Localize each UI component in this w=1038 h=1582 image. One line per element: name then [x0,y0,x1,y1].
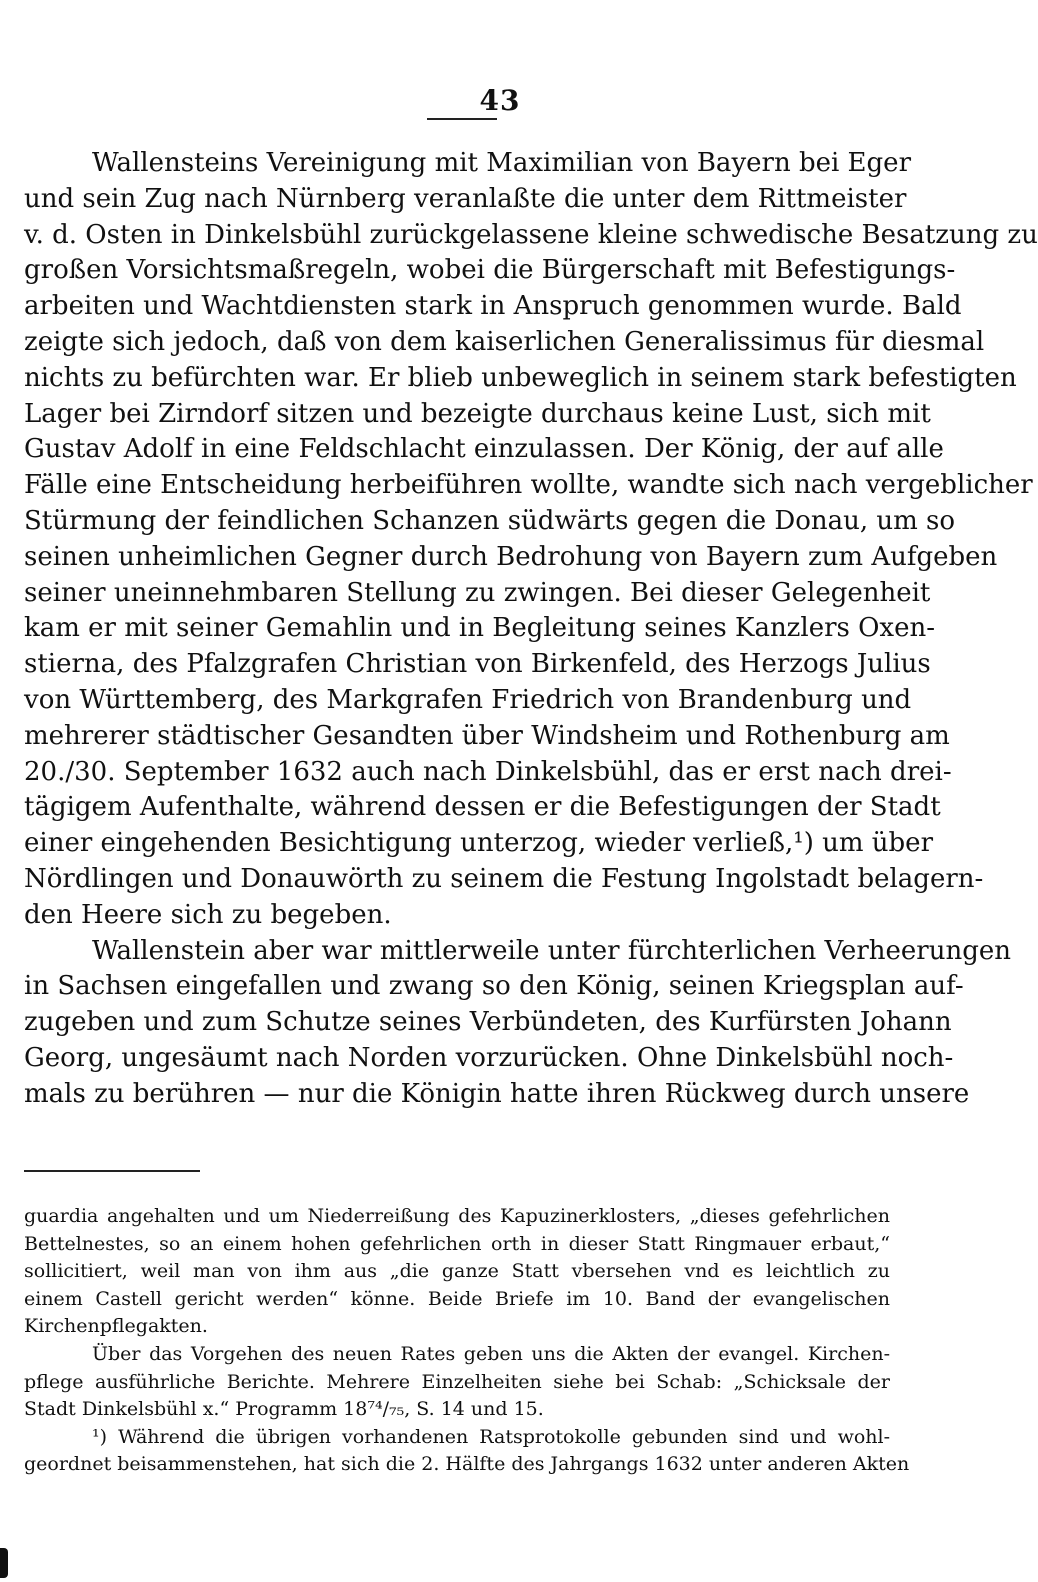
text-line: Fälle eine Entscheidung herbeiführen wollte, wandte sich nach vergeblicher [24,470,1033,501]
page-header [0,84,1000,117]
footnote-line: sollicitiert, weil man von ihm aus „die ganze Statt vbersehen vnd es leichtlich zu [24,1260,890,1283]
text-line: mals zu berühren — nur die Königin hatte ihren Rückweg durch unsere [24,1078,970,1109]
text-line: Stürmung der feindlichen Schanzen südwärts gegen die Donau, um so [24,505,956,536]
page-number-underline [427,118,497,120]
text-line: von Württemberg, des Markgrafen Friedrich von Brandenburg und [24,684,912,715]
text-line: einer eingehenden Besichtigung unterzog, wieder verließ,¹) um über [24,828,933,859]
footnote-line: pflege ausführliche Berichte. Mehrere Einzelheiten siehe bei Schab: „Schicksale der [24,1370,890,1393]
footnote-line: Bettelnestes, so an einem hohen gefehrlichen orth in dieser Statt Ringmauer erbaut,“ [24,1232,890,1255]
text-line: und sein Zug nach Nürnberg veranlaßte die unter dem Rittmeister [24,183,907,214]
text-line: den Heere sich zu begeben. [24,899,392,930]
text-line: mehrerer städtischer Gesandten über Windsheim und Rothenburg am [24,720,950,751]
footnote-line: einem Castell gericht werden“ könne. Beide Briefe im 10. Band der evangelischen [24,1287,890,1310]
footnote-line: Stadt Dinkelsbühl x.“ Programm 18⁷⁴/₇₅, S. 14 und 15. [24,1398,544,1421]
text-line: Georg, ungesäumt nach Norden vorzurücken. Ohne Dinkelsbühl noch- [24,1042,954,1073]
text-line: Wallenstein aber war mittlerweile unter fürchterlichen Verheerungen [92,935,1011,966]
text-line: Gustav Adolf in eine Feldschlacht einzulassen. Der König, der auf alle [24,434,944,465]
text-line: seinen unheimlichen Gegner durch Bedrohung von Bayern zum Aufgeben [24,541,998,572]
text-line: Lager bei Zirndorf sitzen und bezeigte durchaus keine Lust, sich mit [24,398,931,429]
text-line: tägigem Aufenthalte, während dessen er die Befestigungen der Stadt [24,792,941,823]
footnote-line: geordnet beisammenstehen, hat sich die 2. Hälfte des Jahrgangs 1632 unter anderen Akten [24,1453,910,1476]
footnote-line: ¹) Während die übrigen vorhandenen Ratsprotokolle gebunden sind und wohl- [92,1425,890,1448]
footnotes [24,1203,910,1479]
text-line: arbeiten und Wachtdiensten stark in Anspruch genommen wurde. Bald [24,291,962,322]
footnote-separator [24,1170,200,1172]
page-number: 43 [479,84,521,117]
text-line: nichts zu befürchten war. Er blieb unbeweglich in seinem stark befestigten [24,362,1017,393]
footnote-line: Über das Vorgehen des neuen Rates geben uns die Akten der evangel. Kirchen- [92,1342,890,1365]
scan-edge-mark [0,1548,8,1578]
text-line: seiner uneinnehmbaren Stellung zu zwingen. Bei dieser Gelegenheit [24,577,931,608]
text-line: v. d. Osten in Dinkelsbühl zurückgelassene kleine schwedische Besatzung zu [24,219,1038,250]
text-line: zeigte sich jedoch, daß von dem kaiserlichen Generalissimus für diesmal [24,326,985,357]
text-line: großen Vorsichtsmaßregeln, wobei die Bürgerschaft mit Befestigungs- [24,255,956,286]
text-line: 20./30. September 1632 auch nach Dinkelsbühl, das er erst nach drei- [24,756,952,787]
text-line: Wallensteins Vereinigung mit Maximilian von Bayern bei Eger [92,148,911,178]
footnote-line: Kirchenpflegakten. [24,1315,208,1338]
text-line: Nördlingen und Donauwörth zu seinem die Festung Ingolstadt belagern- [24,863,984,894]
text-line: in Sachsen eingefallen und zwang so den König, seinen Kriegsplan auf- [24,971,964,1002]
text-line: zugeben und zum Schutze seines Verbündeten, des Kurfürsten Johann [24,1007,952,1038]
text-line: stierna, des Pfalzgrafen Christian von Birkenfeld, des Herzogs Julius [24,649,931,680]
main-text [24,146,1038,1113]
footnote-line: guardia angehalten und um Niederreißung des Kapuzinerklosters, „dieses gefehrlichen [24,1205,890,1227]
text-line: kam er mit seiner Gemahlin und in Begleitung seines Kanzlers Oxen- [24,613,936,644]
